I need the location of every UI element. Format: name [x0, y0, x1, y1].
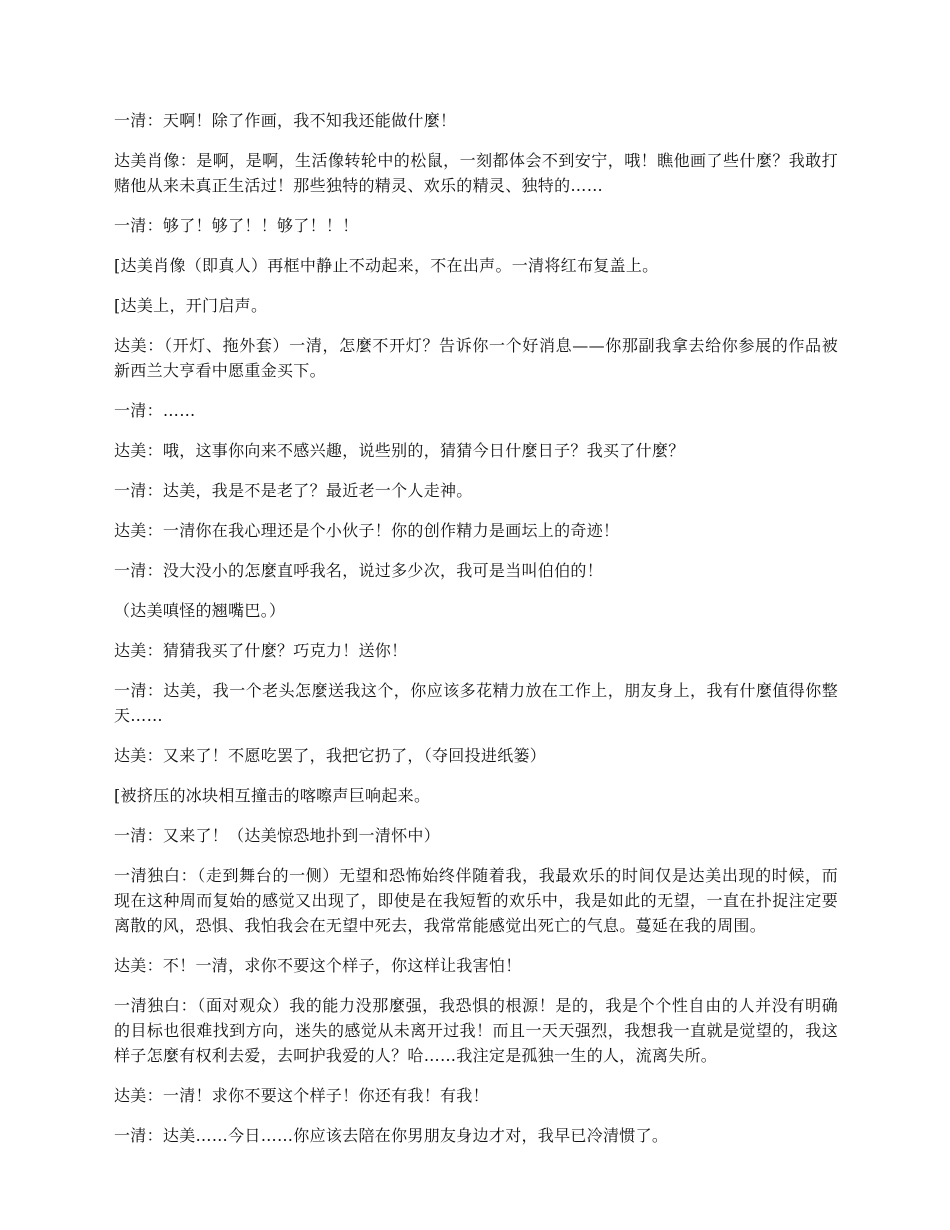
- dialogue-line: 达美：（开灯、拖外套）一清，怎麼不开灯？告诉你一个好消息——你那副我拿去给你参展的作品被新西兰大亨看中愿重金买下。: [114, 336, 838, 380]
- monologue: 一清独白：（面对观众）我的能力没那麼强，我恐惧的根源！是的，我是个个性自由的人并没有明确的目标也很难找到方向，迷失的感觉从未离开过我！而且一天天强烈，我想我一直就是觉望的，我这样子怎麼有权利去爱，去呵护我爱的人？哈……我注定是孤独一生的人，流离失所。: [114, 996, 838, 1065]
- stage-direction: [被挤压的冰块相互撞击的喀嚓声巨响起来。: [114, 786, 431, 805]
- dialogue-line: 达美：猜猜我买了什麼？巧克力！送你！: [114, 641, 408, 660]
- dialogue-line: 一清：够了！够了！！够了！！！: [114, 216, 359, 235]
- dialogue-line: 达美：不！一清，求你不要这个样子，你这样让我害怕！: [114, 956, 522, 975]
- monologue: 一清独白：（走到舞台的一侧）无望和恐怖始终伴随着我，我最欢乐的时间仅是达美出现的时候，而现在这种周而复始的感觉又出现了，即使是在我短暂的欢乐中，我是如此的无望，一直在扑捉注定要离散的风，恐惧、我怕我会在无望中死去，我常常能感觉出死亡的气息。蔓延在我的周围。: [114, 866, 838, 935]
- dialogue-line: 达美：哦，这事你向来不感兴趣，说些别的，猜猜今日什麼日子？我买了什麼？: [114, 441, 685, 460]
- dialogue-line: 达美：一清！求你不要这个样子！你还有我！有我！: [114, 1086, 489, 1105]
- dialogue-line: 一清：达美，我是不是老了？最近老一个人走神。: [114, 481, 473, 500]
- document-page: [114, 108, 838, 1163]
- stage-direction: [达美上，开门启声。: [114, 296, 268, 315]
- dialogue-line: 一清：达美……今日……你应该去陪在你男朋友身边才对，我早已冷清惯了。: [114, 1126, 669, 1145]
- dialogue-line: 一清：没大没小的怎麼直呼我名，说过多少次，我可是当叫伯伯的！: [114, 561, 604, 580]
- dialogue-line: 一清：达美，我一个老头怎麼送我这个，你应该多花精力放在工作上，朋友身上，我有什麼值得你整天……: [114, 681, 838, 725]
- dialogue-line: 一清：……: [114, 401, 196, 420]
- dialogue-line: 达美：又来了！不愿吃罢了，我把它扔了，（夺回投进纸篓）: [114, 746, 547, 765]
- stage-direction: [达美肖像（即真人）再框中静止不动起来，不在出声。一清将红布复盖上。: [114, 256, 659, 275]
- dialogue-line: 一清：又来了！（达美惊恐地扑到一清怀中）: [114, 826, 441, 845]
- dialogue-line: 达美：一清你在我心理还是个小伙子！你的创作精力是画坛上的奇迹！: [114, 521, 620, 540]
- stage-direction: （达美嗔怪的翘嘴巴。）: [114, 601, 286, 620]
- dialogue-line: 达美肖像：是啊，是啊，生活像转轮中的松鼠，一刻都体会不到安宁，哦！瞧他画了些什麼？我敢打赌他从来未真正生活过！那些独特的精灵、欢乐的精灵、独特的……: [114, 151, 838, 195]
- dialogue-line: 一清：天啊！除了作画，我不知我还能做什麼！: [114, 111, 457, 130]
